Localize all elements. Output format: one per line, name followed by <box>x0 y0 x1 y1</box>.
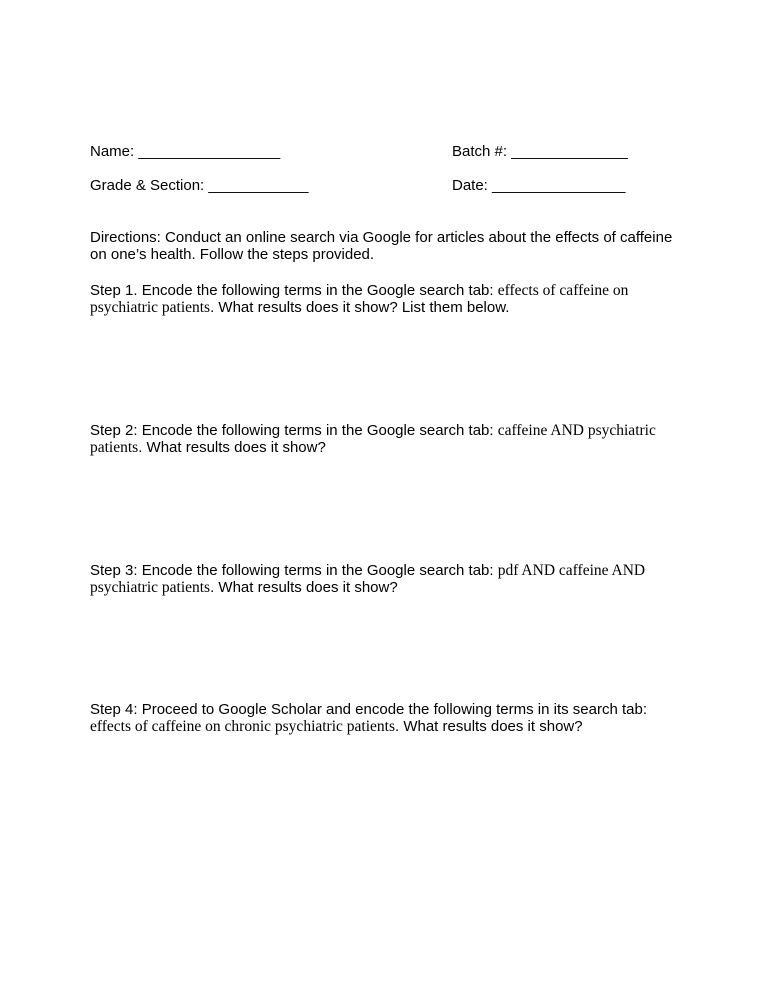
step-1-question: . What results does it show? List them below. <box>210 299 510 316</box>
step-3-question: . What results does it show? <box>210 579 398 596</box>
step-3-intro: Step 3: Encode the following terms in the Google search tab: <box>90 562 498 579</box>
step-1-intro: Step 1. Encode the following terms in the Google search tab: <box>90 282 498 299</box>
step-2-search-term: caffeine AND psychiatric patients <box>90 422 656 456</box>
step-2-question: . What results does it show? <box>138 439 326 456</box>
step-2-paragraph <box>90 422 690 456</box>
step-1-search-term: effects of caffeine on psychiatric patients <box>90 282 629 316</box>
step-3-paragraph <box>90 562 690 596</box>
name-field-label: Name: _________________ <box>90 143 281 160</box>
directions-paragraph: Directions: Conduct an online search via Google for articles about the effects of caffeine on one’s health. Follow the steps provided. <box>90 229 673 263</box>
step-3-search-term: pdf AND caffeine AND psychiatric patients <box>90 562 646 596</box>
step-4-question: . What results does it show? <box>395 718 583 735</box>
grade-section-field-label: Grade & Section: ____________ <box>90 177 309 194</box>
batch-field-label: Batch #: ______________ <box>452 143 628 160</box>
date-field-label: Date: ________________ <box>452 177 626 194</box>
step-4-search-term: effects of caffeine on chronic psychiatric patients <box>90 718 395 735</box>
step-4-intro: Step 4: Proceed to Google Scholar and encode the following terms in its search tab: <box>90 701 647 718</box>
step-2-intro: Step 2: Encode the following terms in the Google search tab: <box>90 422 498 439</box>
step-1-paragraph <box>90 282 690 316</box>
step-4-paragraph <box>90 701 690 735</box>
